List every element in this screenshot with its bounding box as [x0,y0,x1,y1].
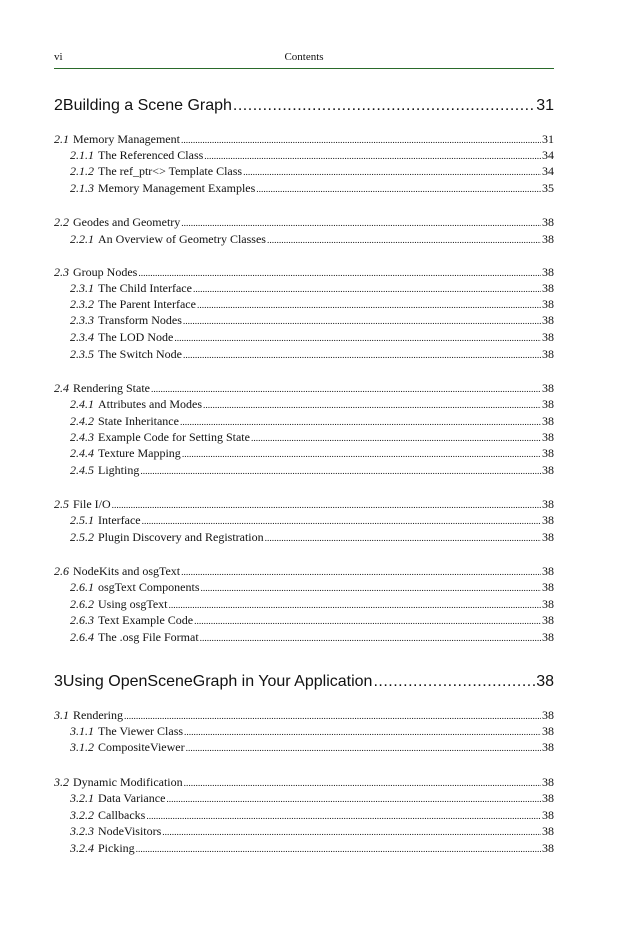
toc-entry-number: 2.3.3 [70,313,94,327]
toc-entry-title: Transform Nodes [98,313,182,327]
toc-entry-page: 38 [542,808,554,822]
toc-entry-page: 38 [542,347,554,361]
dot-leader [184,728,541,738]
toc-subsection-entry[interactable] [54,430,554,446]
dot-leader [265,534,541,544]
dot-leader [136,845,541,855]
toc-entry-title: Rendering State [73,381,150,395]
dot-leader [194,617,541,627]
toc-entry-number: 2.3.2 [70,297,94,311]
toc-entry-number: 3.2.4 [70,841,94,855]
toc-entry-page: 38 [542,740,554,754]
toc-entry-page: 38 [542,281,554,295]
toc-entry-title: Memory Management [73,132,180,146]
toc-entry-page: 38 [542,824,554,838]
toc-entry-number: 2.4.2 [70,414,94,428]
toc-entry-number: 2.4.3 [70,430,94,444]
dot-leader [233,97,535,115]
toc-entry-title: The Viewer Class [98,724,184,738]
toc-entry-page: 34 [542,148,554,162]
toc-entry-title: The Child Interface [98,281,192,295]
page-header [54,51,554,68]
dot-leader [112,501,541,511]
dot-leader [200,634,541,644]
toc-entry-title: Attributes and Modes [98,397,202,411]
dot-leader [166,795,541,805]
toc-subsection-entry[interactable] [54,164,554,180]
dot-leader [256,185,541,195]
toc-entry-page: 38 [542,215,554,229]
toc-entry-title: The .osg File Format [98,630,199,644]
dot-leader [251,434,541,444]
toc-section-entry[interactable] [54,775,554,791]
toc-chapter-entry[interactable] [54,97,554,119]
toc-entry-title: Rendering [73,708,123,722]
toc-entry-title: State Inheritance [98,414,179,428]
toc-entry-page: 38 [542,597,554,611]
toc-entry-number: 2.3.1 [70,281,94,295]
toc-entry-number: 2.6.2 [70,597,94,611]
toc-entry-number: 3.2.2 [70,808,94,822]
toc-entry-number: 2.6.1 [70,580,94,594]
toc-entry-title: Memory Management Examples [98,181,256,195]
toc-entry-number: 2.2 [54,215,69,229]
toc-subsection-entry[interactable] [54,613,554,629]
dot-leader [373,673,535,691]
dot-leader [169,601,542,611]
toc-entry-title: Example Code for Setting State [98,430,250,444]
toc-entry-number: 2 [54,97,63,114]
toc-entry-number: 2.1.2 [70,164,94,178]
toc-entry-page: 38 [542,430,554,444]
toc-entry-page: 38 [542,580,554,594]
toc-subsection-entry[interactable] [54,397,554,413]
toc-entry-number: 2.2.1 [70,232,94,246]
toc-entry-page: 35 [542,181,554,195]
toc-entry-number: 2.4 [54,381,69,395]
dot-leader [180,418,541,428]
toc-entry-title: Group Nodes [73,265,138,279]
toc-entry-title: The Switch Node [98,347,182,361]
toc-entry-number: 3.2.3 [70,824,94,838]
toc-entry-page: 31 [536,97,554,114]
toc-entry-title: File I/O [73,497,111,511]
toc-entry-page: 38 [536,673,554,690]
toc-entry-title: Callbacks [98,808,146,822]
toc-section-entry[interactable] [54,215,554,231]
toc-subsection-entry[interactable] [54,181,554,197]
toc-section-entry[interactable] [54,708,554,724]
toc-entry-number: 2.3.4 [70,330,94,344]
toc-entry-title: CompositeViewer [98,740,185,754]
toc-entry-page: 38 [542,791,554,805]
dot-leader [174,334,541,344]
toc-entry-number: 3.2 [54,775,69,789]
toc-entry-number: 2.6.4 [70,630,94,644]
page-number: vi [54,51,63,63]
toc-entry-number: 2.6 [54,564,69,578]
dot-leader [204,152,541,162]
toc-subsection-entry[interactable] [54,808,554,824]
toc-subsection-entry[interactable] [54,513,554,529]
toc-entry-page: 38 [542,397,554,411]
toc-subsection-entry[interactable] [54,232,554,248]
toc-entry-page: 38 [542,265,554,279]
dot-leader [181,136,541,146]
toc-entry-page: 38 [542,708,554,722]
toc-subsection-entry[interactable] [54,297,554,313]
toc-entry-number: 2.4.1 [70,397,94,411]
dot-leader [151,385,541,395]
toc-entry-page: 38 [542,530,554,544]
toc-entry-number: 2.1 [54,132,69,146]
toc-subsection-entry[interactable] [54,841,554,857]
toc-entry-page: 34 [542,164,554,178]
toc-entry-number: 2.5 [54,497,69,511]
dot-leader [140,467,541,477]
toc-entry-title: Text Example Code [98,613,194,627]
toc-entry-title: Using osgText [98,597,168,611]
dot-leader [203,401,541,411]
toc-chapter-entry[interactable] [54,673,554,695]
toc-entry-number: 2.1.3 [70,181,94,195]
toc-entry-page: 38 [542,497,554,511]
toc-section-entry[interactable] [54,497,554,513]
dot-leader [183,351,541,361]
toc-entry-number: 3.1 [54,708,69,722]
toc-entry-number: 2.3 [54,265,69,279]
toc-subsection-entry[interactable] [54,313,554,329]
dot-leader [146,812,541,822]
toc-entry-title: An Overview of Geometry Classes [98,232,266,246]
dot-leader [181,568,541,578]
toc-entry-number: 2.4.4 [70,446,94,460]
toc-entry-title: Picking [98,841,135,855]
dot-leader [142,517,541,527]
toc-entry-page: 38 [542,330,554,344]
toc-entry-page: 38 [542,613,554,627]
toc-entry-number: 3 [54,673,63,690]
toc-entry-title: Dynamic Modification [73,775,183,789]
toc-entry-title: Interface [98,513,141,527]
toc-subsection-entry[interactable] [54,148,554,164]
running-title: Contents [284,51,324,63]
header-rule [54,68,554,69]
toc-subsection-entry[interactable] [54,597,554,613]
dot-leader [138,269,541,279]
dot-leader [124,712,541,722]
toc-entry-page: 38 [542,463,554,477]
toc-subsection-entry[interactable] [54,330,554,346]
toc-entry-title: Lighting [98,463,140,477]
toc-entry-number: 2.5.2 [70,530,94,544]
toc-entry-title: Geodes and Geometry [73,215,181,229]
toc-entry-number: 2.1.1 [70,148,94,162]
toc-entry-title: The LOD Node [98,330,174,344]
toc-section-entry[interactable] [54,564,554,580]
toc-entry-page: 38 [542,381,554,395]
toc-entry-title: osgText Components [98,580,200,594]
toc-subsection-entry[interactable] [54,740,554,756]
toc-entry-title: Data Variance [98,791,166,805]
dot-leader [162,828,541,838]
dot-leader [197,301,541,311]
toc-entry-title: NodeVisitors [98,824,162,838]
toc-subsection-entry[interactable] [54,347,554,363]
toc-entry-number: 2.6.3 [70,613,94,627]
toc-subsection-entry[interactable] [54,630,554,646]
toc-subsection-entry[interactable] [54,824,554,840]
dot-leader [193,285,541,295]
toc-entry-title: The ref_ptr<> Template Class [98,164,243,178]
toc-entry-page: 38 [542,724,554,738]
toc-entry-page: 38 [542,513,554,527]
toc-entry-number: 2.3.5 [70,347,94,361]
dot-leader [181,219,541,229]
toc-subsection-entry[interactable] [54,791,554,807]
toc-entry-number: 2.5.1 [70,513,94,527]
toc-entry-page: 38 [542,313,554,327]
toc-entry-title: Using OpenSceneGraph in Your Application [62,673,373,690]
toc-entry-page: 38 [542,841,554,855]
toc-entry-page: 38 [542,564,554,578]
toc-subsection-entry[interactable] [54,580,554,596]
toc-entry-number: 2.4.5 [70,463,94,477]
toc-entry-number: 3.1.1 [70,724,94,738]
toc-entry-page: 38 [542,775,554,789]
toc-entry-title: Building a Scene Graph [62,97,232,114]
toc-entry-page: 38 [542,446,554,460]
toc-section-entry[interactable] [54,265,554,281]
dot-leader [184,779,541,789]
dot-leader [267,236,541,246]
toc-entry-page: 31 [542,132,554,146]
toc-section-entry[interactable] [54,381,554,397]
dot-leader [243,168,541,178]
toc-entry-page: 38 [542,414,554,428]
toc-entry-title: Plugin Discovery and Registration [98,530,264,544]
toc-subsection-entry[interactable] [54,414,554,430]
toc-entry-page: 38 [542,630,554,644]
dot-leader [201,584,542,594]
toc-subsection-entry[interactable] [54,281,554,297]
toc-section-entry[interactable] [54,132,554,148]
toc-subsection-entry[interactable] [54,530,554,546]
toc-entry-title: The Referenced Class [98,148,204,162]
dot-leader [186,744,541,754]
toc-entry-title: Texture Mapping [98,446,181,460]
toc-subsection-entry[interactable] [54,724,554,740]
toc-entry-page: 38 [542,297,554,311]
toc-entry-number: 3.2.1 [70,791,94,805]
toc-entry-title: NodeKits and osgText [73,564,181,578]
dot-leader [183,317,541,327]
dot-leader [182,450,541,460]
toc-subsection-entry[interactable] [54,446,554,462]
toc-subsection-entry[interactable] [54,463,554,479]
toc-entry-page: 38 [542,232,554,246]
toc-entry-number: 3.1.2 [70,740,94,754]
toc-entry-title: The Parent Interface [98,297,196,311]
